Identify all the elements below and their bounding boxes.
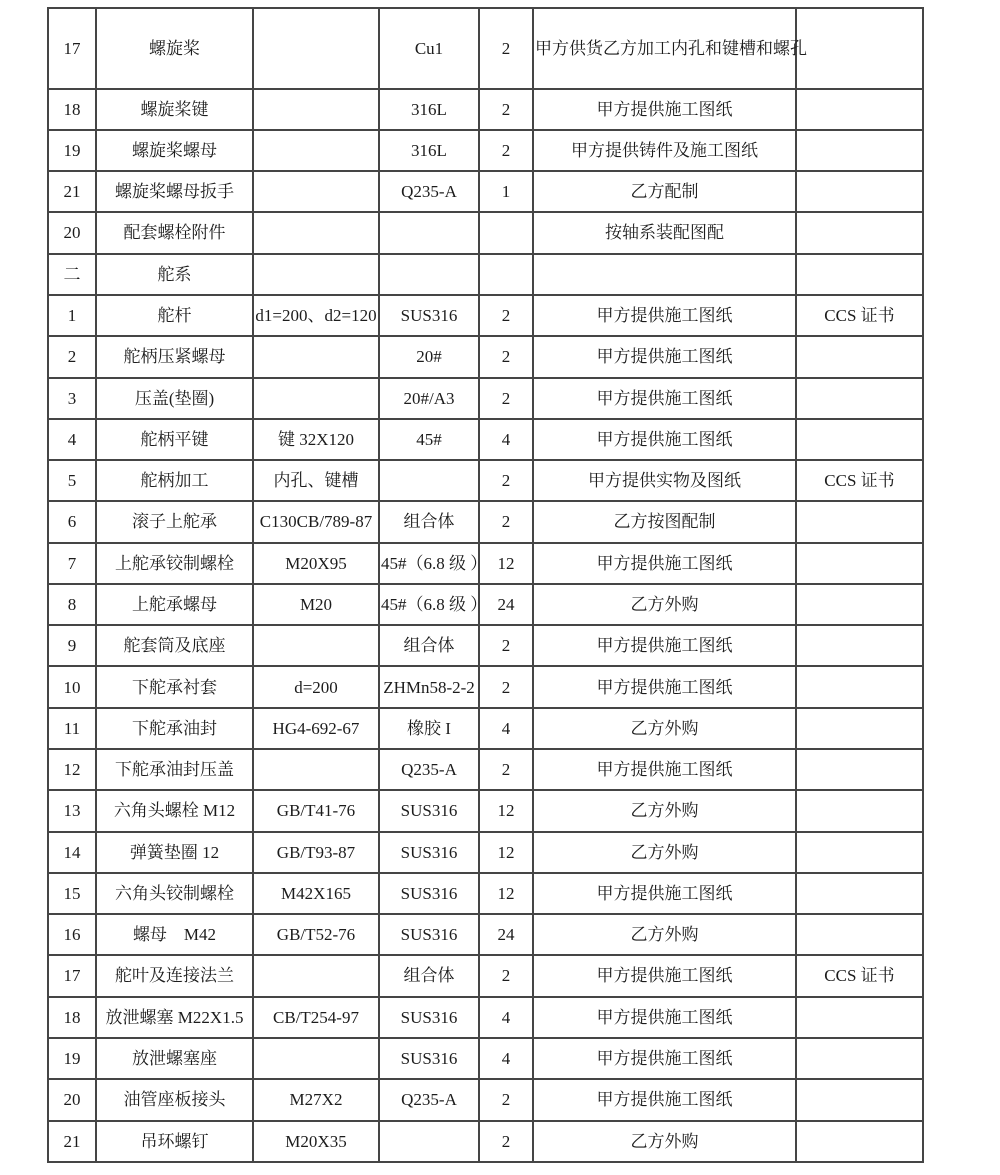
quantity-cell: 2 (479, 1121, 533, 1162)
serial-number-cell: 21 (48, 1121, 96, 1162)
material-cell: 316L (379, 89, 479, 130)
quantity-cell: 12 (479, 790, 533, 831)
certificate-cell (796, 584, 923, 625)
remark-cell: 甲方提供施工图纸 (533, 666, 796, 707)
spec-cell: GB/T93-87 (253, 832, 379, 873)
table-row (48, 955, 923, 996)
spec-cell (253, 171, 379, 212)
spec-cell (253, 212, 379, 253)
part-name-cell: 舵系 (96, 254, 253, 295)
spec-cell (253, 254, 379, 295)
material-cell: SUS316 (379, 295, 479, 336)
spec-cell (253, 955, 379, 996)
certificate-cell (796, 914, 923, 955)
serial-number-cell: 1 (48, 295, 96, 336)
material-cell (379, 460, 479, 501)
serial-number-cell: 14 (48, 832, 96, 873)
spec-cell (253, 336, 379, 377)
quantity-cell: 2 (479, 89, 533, 130)
serial-number-cell: 21 (48, 171, 96, 212)
certificate-cell (796, 501, 923, 542)
spec-cell: M20 (253, 584, 379, 625)
material-cell: SUS316 (379, 914, 479, 955)
table-row (48, 832, 923, 873)
certificate-cell (796, 832, 923, 873)
material-cell (379, 1121, 479, 1162)
table-row (48, 914, 923, 955)
spec-cell (253, 89, 379, 130)
material-cell: Cu1 (379, 8, 479, 89)
remark-cell: 乙方外购 (533, 584, 796, 625)
quantity-cell: 24 (479, 914, 533, 955)
remark-cell: 甲方提供施工图纸 (533, 873, 796, 914)
quantity-cell: 12 (479, 832, 533, 873)
table-row (48, 419, 923, 460)
part-name-cell: 下舵承油封 (96, 708, 253, 749)
certificate-cell (796, 212, 923, 253)
part-name-cell: 放泄螺塞 M22X1.5 (96, 997, 253, 1038)
spec-cell: CB/T254-97 (253, 997, 379, 1038)
remark-cell: 乙方外购 (533, 708, 796, 749)
remark-cell: 甲方提供施工图纸 (533, 336, 796, 377)
table-row (48, 666, 923, 707)
serial-number-cell: 2 (48, 336, 96, 377)
certificate-cell (796, 997, 923, 1038)
quantity-cell: 2 (479, 625, 533, 666)
certificate-cell (796, 419, 923, 460)
remark-cell: 甲方提供施工图纸 (533, 543, 796, 584)
table-row (48, 130, 923, 171)
part-name-cell: 上舵承铰制螺栓 (96, 543, 253, 584)
serial-number-cell: 15 (48, 873, 96, 914)
spec-cell: GB/T41-76 (253, 790, 379, 831)
quantity-cell: 2 (479, 501, 533, 542)
part-name-cell: 油管座板接头 (96, 1079, 253, 1120)
remark-cell: 甲方提供施工图纸 (533, 625, 796, 666)
serial-number-cell: 4 (48, 419, 96, 460)
remark-cell (533, 254, 796, 295)
spec-cell: C130CB/789-87 (253, 501, 379, 542)
remark-cell: 乙方按图配制 (533, 501, 796, 542)
material-cell: SUS316 (379, 1038, 479, 1079)
remark-cell: 甲方提供施工图纸 (533, 295, 796, 336)
serial-number-cell: 3 (48, 378, 96, 419)
certificate-cell (796, 8, 923, 89)
table-row (48, 8, 923, 89)
material-cell (379, 212, 479, 253)
certificate-cell (796, 1038, 923, 1079)
material-cell: Q235-A (379, 171, 479, 212)
table-row (48, 1079, 923, 1120)
table-row (48, 212, 923, 253)
spec-cell (253, 130, 379, 171)
remark-cell: 甲方供货乙方加工内孔和键槽和螺孔 (533, 8, 796, 89)
material-cell: 45# (379, 419, 479, 460)
material-cell: SUS316 (379, 832, 479, 873)
spec-cell (253, 1038, 379, 1079)
table-row (48, 89, 923, 130)
remark-cell: 甲方提供铸件及施工图纸 (533, 130, 796, 171)
quantity-cell (479, 254, 533, 295)
quantity-cell: 2 (479, 336, 533, 377)
table-row (48, 378, 923, 419)
certificate-cell: CCS 证书 (796, 295, 923, 336)
remark-cell: 甲方提供施工图纸 (533, 955, 796, 996)
part-name-cell: 滚子上舵承 (96, 501, 253, 542)
table-row (48, 171, 923, 212)
spec-cell: GB/T52-76 (253, 914, 379, 955)
part-name-cell: 舵套筒及底座 (96, 625, 253, 666)
spec-cell: d1=200、d2=120 (253, 295, 379, 336)
certificate-cell (796, 130, 923, 171)
quantity-cell: 24 (479, 584, 533, 625)
part-name-cell: 螺母 M42 (96, 914, 253, 955)
table-row (48, 584, 923, 625)
certificate-cell: CCS 证书 (796, 460, 923, 501)
spec-cell: 键 32X120 (253, 419, 379, 460)
spec-cell (253, 378, 379, 419)
remark-cell: 甲方提供施工图纸 (533, 89, 796, 130)
quantity-cell: 4 (479, 419, 533, 460)
certificate-cell (796, 625, 923, 666)
part-name-cell: 六角头螺栓 M12 (96, 790, 253, 831)
serial-number-cell: 18 (48, 89, 96, 130)
certificate-cell (796, 543, 923, 584)
table-row (48, 501, 923, 542)
certificate-cell (796, 790, 923, 831)
part-name-cell: 舵杆 (96, 295, 253, 336)
serial-number-cell: 17 (48, 8, 96, 89)
part-name-cell: 下舵承油封压盖 (96, 749, 253, 790)
material-cell: SUS316 (379, 997, 479, 1038)
quantity-cell: 2 (479, 378, 533, 419)
table-row (48, 336, 923, 377)
certificate-cell (796, 336, 923, 377)
quantity-cell: 12 (479, 543, 533, 584)
spec-cell (253, 8, 379, 89)
quantity-cell: 2 (479, 955, 533, 996)
material-cell: Q235-A (379, 749, 479, 790)
part-name-cell: 上舵承螺母 (96, 584, 253, 625)
material-cell: 20#/A3 (379, 378, 479, 419)
quantity-cell: 2 (479, 130, 533, 171)
material-cell: ZHMn58-2-2 (379, 666, 479, 707)
parts-table (47, 7, 924, 1163)
material-cell: 组合体 (379, 501, 479, 542)
part-name-cell: 吊环螺钉 (96, 1121, 253, 1162)
certificate-cell (796, 1121, 923, 1162)
spec-cell (253, 749, 379, 790)
table-row (48, 708, 923, 749)
part-name-cell: 舵柄平键 (96, 419, 253, 460)
serial-number-cell: 20 (48, 1079, 96, 1120)
serial-number-cell: 20 (48, 212, 96, 253)
quantity-cell: 2 (479, 460, 533, 501)
table-row (48, 460, 923, 501)
serial-number-cell: 19 (48, 130, 96, 171)
table-row (48, 997, 923, 1038)
serial-number-cell: 12 (48, 749, 96, 790)
table-row (48, 625, 923, 666)
remark-cell: 按轴系装配图配 (533, 212, 796, 253)
quantity-cell: 2 (479, 666, 533, 707)
certificate-cell (796, 171, 923, 212)
table-row (48, 295, 923, 336)
material-cell: 45#（6.8 级 ） (379, 584, 479, 625)
spec-cell: HG4-692-67 (253, 708, 379, 749)
material-cell (379, 254, 479, 295)
remark-cell: 甲方提供施工图纸 (533, 749, 796, 790)
spec-cell: M20X35 (253, 1121, 379, 1162)
material-cell: SUS316 (379, 873, 479, 914)
remark-cell: 乙方配制 (533, 171, 796, 212)
serial-number-cell: 18 (48, 997, 96, 1038)
serial-number-cell: 11 (48, 708, 96, 749)
part-name-cell: 配套螺栓附件 (96, 212, 253, 253)
part-name-cell: 螺旋桨螺母 (96, 130, 253, 171)
material-cell: 45#（6.8 级 ） (379, 543, 479, 584)
part-name-cell: 舵柄加工 (96, 460, 253, 501)
material-cell: 20# (379, 336, 479, 377)
remark-cell: 乙方外购 (533, 1121, 796, 1162)
table-row (48, 543, 923, 584)
quantity-cell: 12 (479, 873, 533, 914)
quantity-cell: 2 (479, 1079, 533, 1120)
part-name-cell: 舵柄压紧螺母 (96, 336, 253, 377)
material-cell: 组合体 (379, 955, 479, 996)
spec-cell (253, 625, 379, 666)
serial-number-cell: 9 (48, 625, 96, 666)
certificate-cell (796, 378, 923, 419)
part-name-cell: 放泄螺塞座 (96, 1038, 253, 1079)
certificate-cell (796, 666, 923, 707)
material-cell: 316L (379, 130, 479, 171)
remark-cell: 甲方提供施工图纸 (533, 1038, 796, 1079)
quantity-cell: 2 (479, 8, 533, 89)
remark-cell: 乙方外购 (533, 790, 796, 831)
serial-number-cell: 19 (48, 1038, 96, 1079)
quantity-cell: 4 (479, 997, 533, 1038)
remark-cell: 甲方提供施工图纸 (533, 378, 796, 419)
part-name-cell: 弹簧垫圈 12 (96, 832, 253, 873)
remark-cell: 乙方外购 (533, 832, 796, 873)
quantity-cell: 1 (479, 171, 533, 212)
certificate-cell (796, 254, 923, 295)
table-row (48, 749, 923, 790)
spec-cell: M20X95 (253, 543, 379, 584)
serial-number-cell: 7 (48, 543, 96, 584)
material-cell: SUS316 (379, 790, 479, 831)
quantity-cell: 4 (479, 1038, 533, 1079)
spec-cell: 内孔、键槽 (253, 460, 379, 501)
spec-cell: M27X2 (253, 1079, 379, 1120)
serial-number-cell: 5 (48, 460, 96, 501)
quantity-cell: 2 (479, 295, 533, 336)
part-name-cell: 舵叶及连接法兰 (96, 955, 253, 996)
serial-number-cell: 二 (48, 254, 96, 295)
spec-cell: M42X165 (253, 873, 379, 914)
part-name-cell: 压盖(垫圈) (96, 378, 253, 419)
certificate-cell (796, 89, 923, 130)
serial-number-cell: 8 (48, 584, 96, 625)
remark-cell: 甲方提供施工图纸 (533, 997, 796, 1038)
table-row (48, 1038, 923, 1079)
certificate-cell: CCS 证书 (796, 955, 923, 996)
remark-cell: 甲方提供施工图纸 (533, 1079, 796, 1120)
remark-cell: 甲方提供施工图纸 (533, 419, 796, 460)
part-name-cell: 六角头铰制螺栓 (96, 873, 253, 914)
serial-number-cell: 16 (48, 914, 96, 955)
material-cell: 组合体 (379, 625, 479, 666)
serial-number-cell: 17 (48, 955, 96, 996)
quantity-cell: 2 (479, 749, 533, 790)
certificate-cell (796, 1079, 923, 1120)
spec-cell: d=200 (253, 666, 379, 707)
material-cell: Q235-A (379, 1079, 479, 1120)
remark-cell: 乙方外购 (533, 914, 796, 955)
certificate-cell (796, 749, 923, 790)
part-name-cell: 螺旋桨 (96, 8, 253, 89)
part-name-cell: 螺旋桨螺母扳手 (96, 171, 253, 212)
serial-number-cell: 6 (48, 501, 96, 542)
table-row (48, 790, 923, 831)
table-row (48, 1121, 923, 1162)
part-name-cell: 下舵承衬套 (96, 666, 253, 707)
table-row (48, 254, 923, 295)
serial-number-cell: 10 (48, 666, 96, 707)
certificate-cell (796, 708, 923, 749)
quantity-cell: 4 (479, 708, 533, 749)
part-name-cell: 螺旋桨键 (96, 89, 253, 130)
material-cell: 橡胶 I (379, 708, 479, 749)
table-row (48, 873, 923, 914)
quantity-cell (479, 212, 533, 253)
certificate-cell (796, 873, 923, 914)
remark-cell: 甲方提供实物及图纸 (533, 460, 796, 501)
serial-number-cell: 13 (48, 790, 96, 831)
